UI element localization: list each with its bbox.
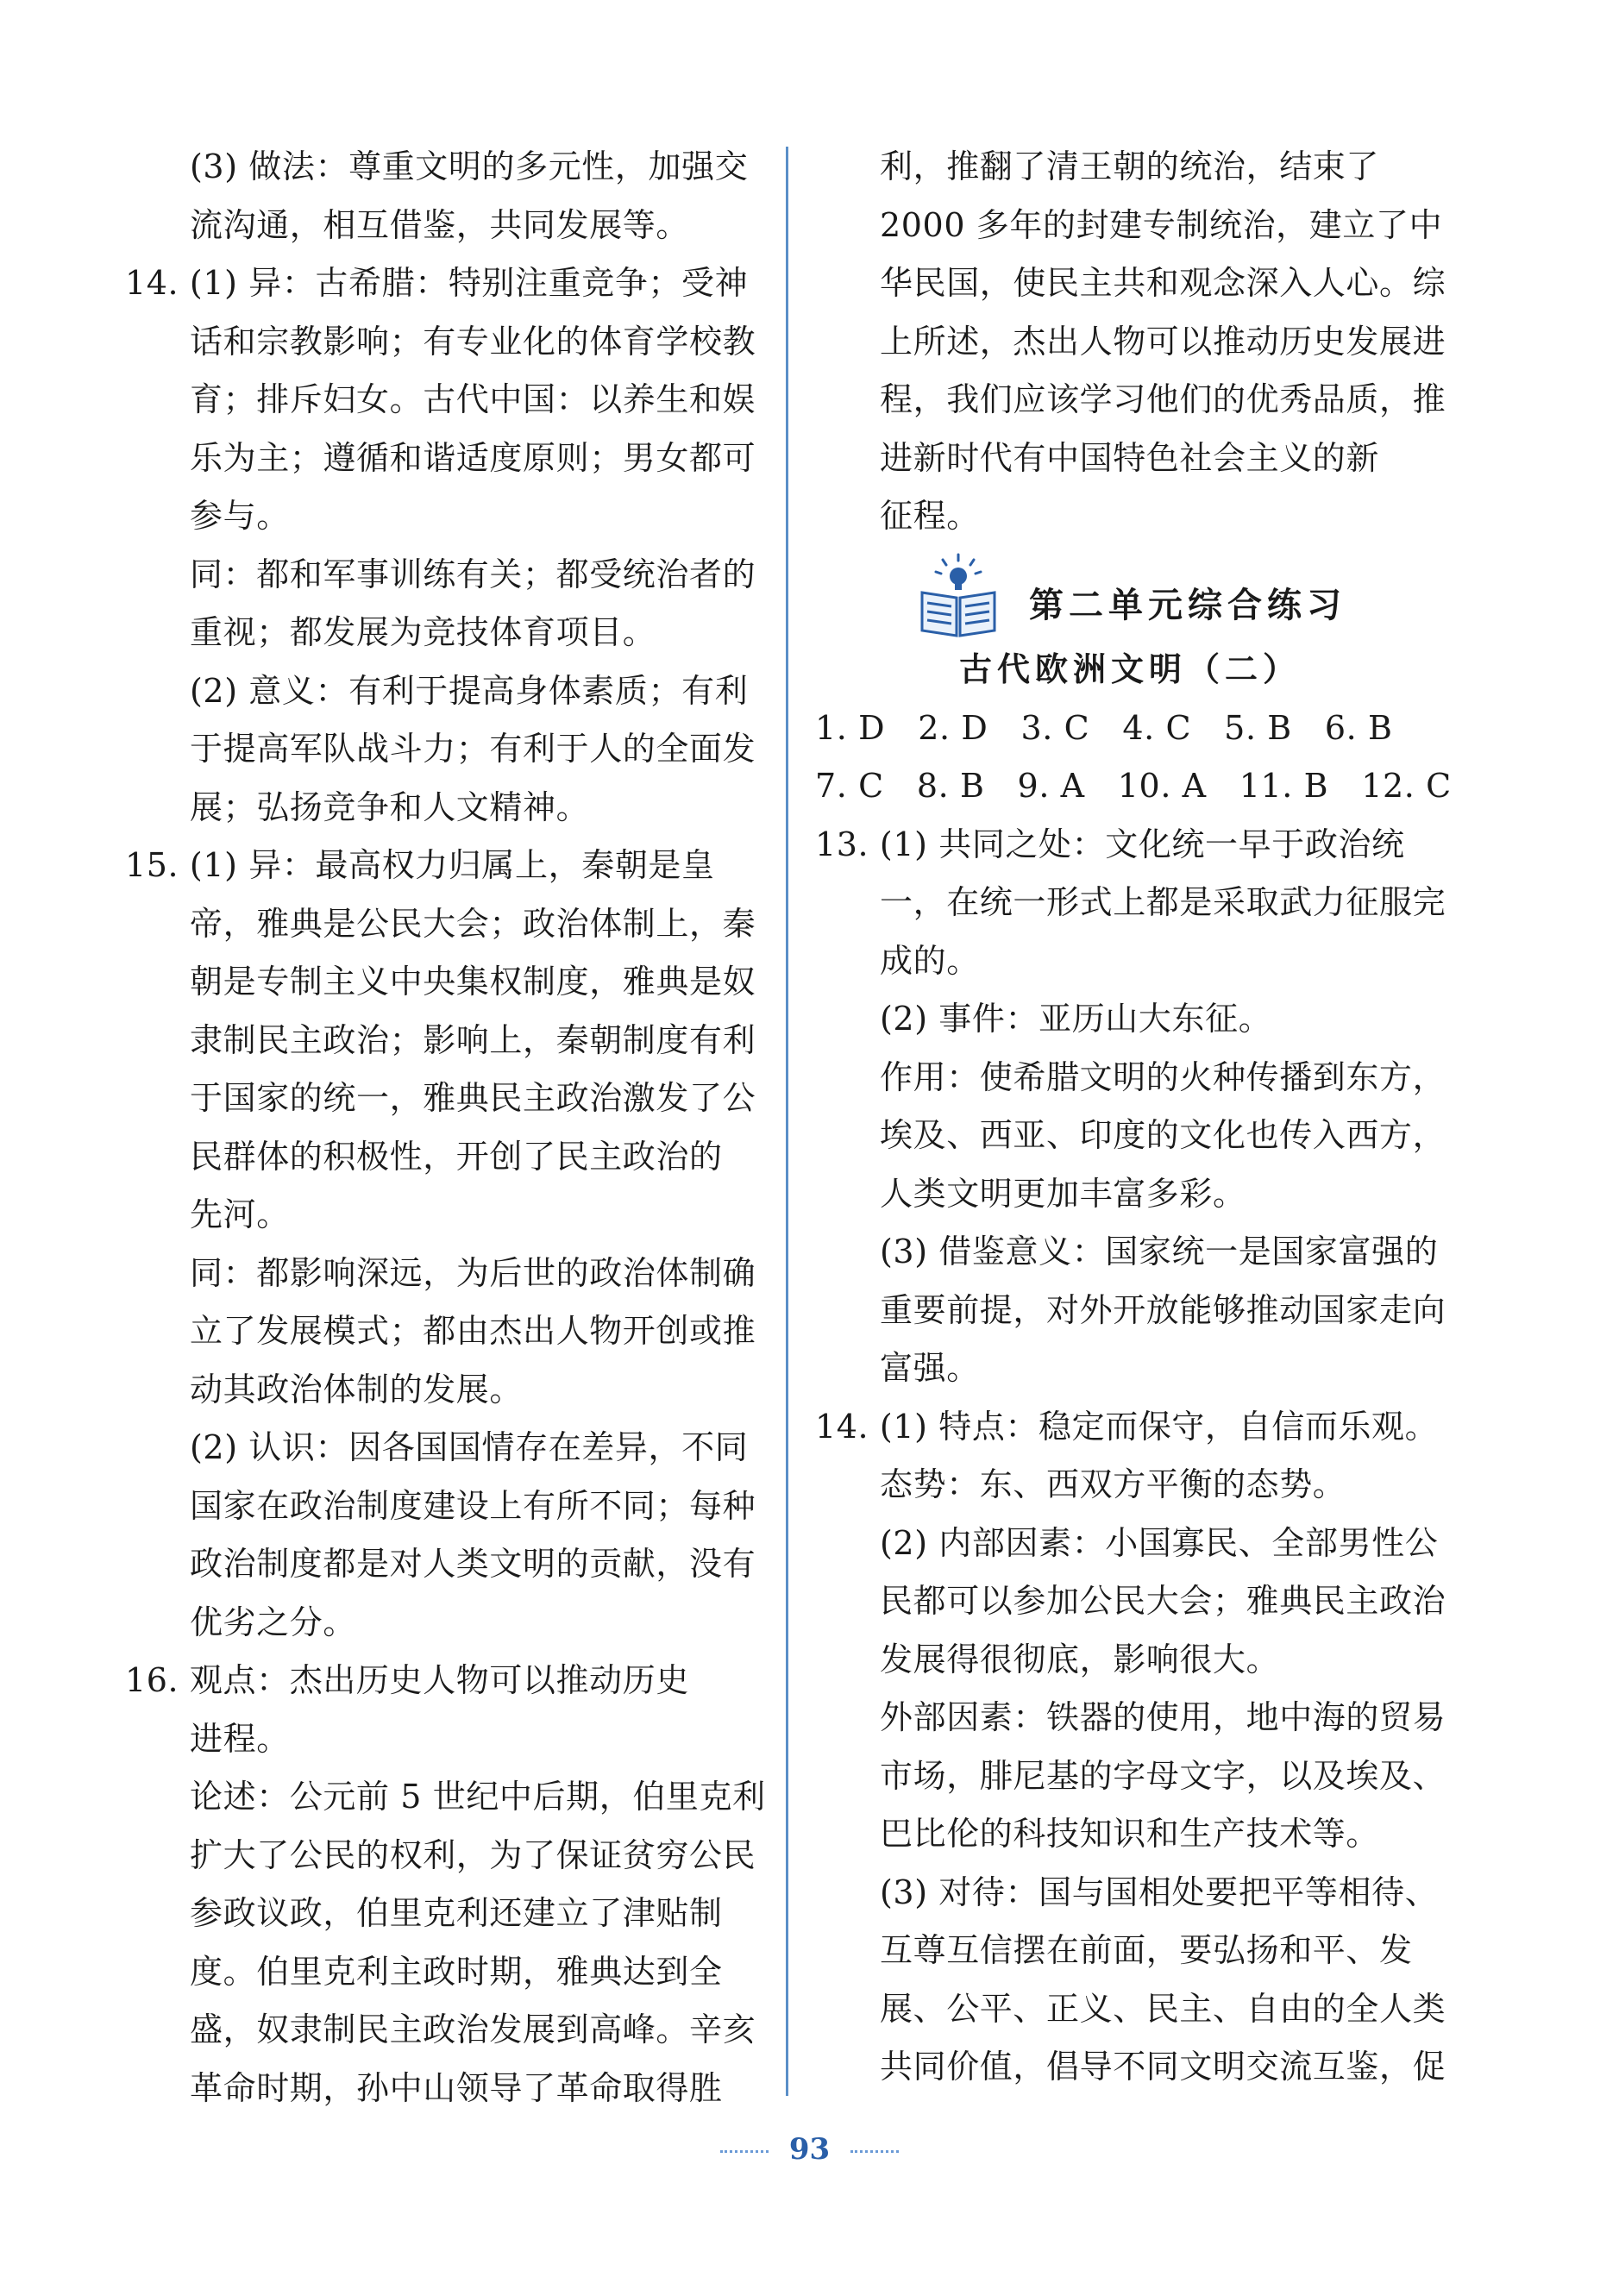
answer-line: 同：都影响深远，为后世的政治体制确 [190,1253,756,1292]
answer-line: 展；弘扬竞争和人文精神。 [190,787,590,826]
answer-line: 重要前提，对外开放能够推动国家走向 [880,1290,1446,1329]
answer-line: 利，推翻了清王朝的统治，结束了 [880,147,1380,185]
answer-line: (2) 事件：亚历山大东征。 [880,1000,1272,1038]
answer-line: 一，在统一形式上都是采取武力征服完 [880,883,1446,921]
answer-line: 乐为主；遵循和谐适度原则；男女都可 [190,438,756,477]
answer-line: (3) 对待：国与国相处要把平等相待、 [880,1873,1439,1911]
answer-line: 15. (1) 异：最高权力归属上，秦朝是皇 [125,846,715,884]
answer-line: 同：都和军事训练有关；都受统治者的 [190,555,756,593]
footer-dots-left [720,2150,769,2153]
answer-line: 互尊互信摆在前面，要弘扬和平、发 [880,1931,1413,1969]
section-banner [815,553,1445,639]
choice-answers-row: 7. C 8. B 9. A 10. A 11. B 12. C [815,767,1452,805]
answer-line: 国家在政治制度建设上有所不同；每种 [190,1486,756,1525]
right-answer-lines [815,816,1445,2097]
answer-line: 成的。 [880,941,980,980]
answer-line: 13. (1) 共同之处：文化统一早于政治统 [815,825,1405,863]
answer-line: 参政议政，伯里克利还建立了津贴制 [190,1894,723,1932]
answer-line: 华民国，使民主共和观念深入人心。综 [880,264,1446,302]
answer-line: (3) 借鉴意义：国家统一是国家富强的 [880,1233,1439,1270]
answer-line: 人类文明更加丰富多彩。 [880,1174,1246,1213]
answer-line: 立了发展模式；都由杰出人物开创或推 [190,1312,756,1350]
answer-line: 2000 多年的封建专制统治，建立了中 [880,205,1443,244]
answer-line: 盛，奴隶制民主政治发展到高峰。辛亥 [190,2011,756,2048]
answer-line: 市场，腓尼基的字母文字，以及埃及、 [880,1756,1446,1795]
answer-line: 话和宗教影响；有专业化的体育学校教 [190,322,756,361]
left-answer-lines [125,138,766,2117]
answer-line: 论述：公元前 5 世纪中后期，伯里克利 [190,1778,766,1816]
book-lightbulb-icon [917,553,1000,639]
answer-line: (2) 内部因素：小国寡民、全部男性公 [880,1523,1439,1562]
right-continued-lines [815,138,1445,546]
answer-line: 度。伯里克利主政时期，雅典达到全 [190,1952,723,1991]
answer-line: 程，我们应该学习他们的优秀品质，推 [880,380,1446,418]
page-number: 93 [788,2132,831,2167]
answer-line: 先河。 [190,1195,290,1233]
answer-line: 朝是专制主义中央集权制度，雅典是奴 [190,963,756,1001]
answer-line: (3) 做法：尊重文明的多元性，加强交 [190,147,749,185]
answer-line: 于国家的统一，雅典民主政治激发了公 [190,1079,756,1117]
answer-line: 政治制度都是对人类文明的贡献，没有 [190,1545,756,1583]
answer-line: (2) 认识：因各国国情存在差异，不同 [190,1428,749,1466]
answer-line: 重视；都发展为竞技体育项目。 [190,613,656,651]
answer-line: 扩大了公民的权利，为了保证贫穷公民 [190,1835,756,1874]
answer-line: 埃及、西亚、印度的文化也传入西方， [880,1116,1446,1154]
answer-line: 进程。 [190,1719,290,1758]
column-divider [786,147,788,2096]
section-subtitle: 古代欧洲文明（二） [958,649,1301,688]
answer-line: 民都可以参加公民大会；雅典民主政治 [880,1582,1446,1620]
page-footer [0,2132,1619,2184]
answer-line: 于提高军队战斗力；有利于人的全面发 [190,730,756,768]
answer-line: 育；排斥妇女。古代中国：以养生和娱 [190,380,756,418]
answer-line: 进新时代有中国特色社会主义的新 [880,438,1380,477]
answer-line: 作用：使希腊文明的火种传播到东方， [880,1057,1446,1096]
right-column [815,138,1452,2097]
answer-line: 优劣之分。 [190,1603,357,1641]
answer-line: (2) 意义：有利于提高身体素质；有利 [190,671,749,710]
answer-line: 展、公平、正义、民主、自由的全人类 [880,1989,1446,2028]
answer-line: 共同价值，倡导不同文明交流互鉴，促 [880,2048,1446,2086]
answer-line: 民群体的积极性，开创了民主政治的 [190,1137,723,1176]
answer-line: 动其政治体制的发展。 [190,1370,524,1408]
answer-line: 富强。 [880,1349,980,1387]
choice-answers-row: 1. D 2. D 3. C 4. C 5. B 6. B [815,708,1393,747]
answer-line: 革命时期，孙中山领导了革命取得胜 [190,2068,723,2107]
answer-line: 征程。 [880,497,980,535]
answer-line: 隶制民主政治；影响上，秦朝制度有利 [190,1020,756,1059]
answer-line: 巴比伦的科技知识和生产技术等。 [880,1815,1380,1853]
answer-line: 14. (1) 异：古希腊：特别注重竞争；受神 [125,264,749,302]
answer-line: 外部因素：铁器的使用，地中海的贸易 [880,1698,1446,1736]
answer-line: 态势：东、西双方平衡的态势。 [880,1465,1346,1503]
answer-line: 流沟通，相互借鉴，共同发展等。 [190,205,690,244]
section-title: 第二单元综合练习 [1029,585,1346,625]
footer-dots-right [850,2150,899,2153]
answer-line: 16. 观点：杰出历史人物可以推动历史 [125,1661,689,1699]
answer-line: 帝，雅典是公民大会；政治体制上，秦 [190,904,756,943]
answer-line: 14. (1) 特点：稳定而保守，自信而乐观。 [815,1407,1439,1446]
answer-line: 上所述，杰出人物可以推动历史发展进 [880,322,1446,361]
left-column [125,138,766,2117]
answer-line: 参与。 [190,497,290,535]
answer-line: 发展得很彻底，影响很大。 [880,1640,1280,1678]
